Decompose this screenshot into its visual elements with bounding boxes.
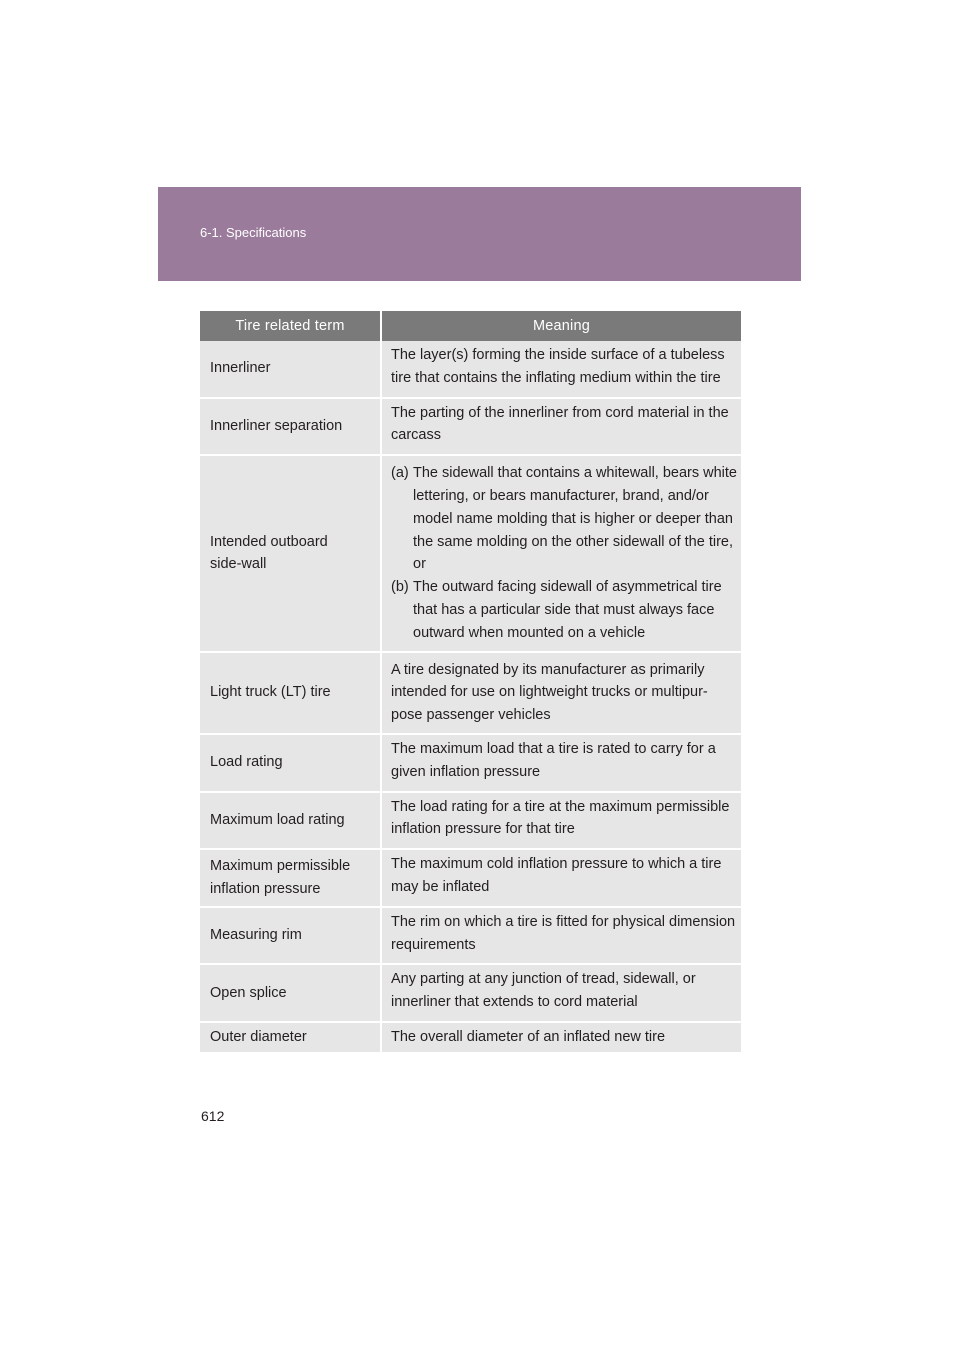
table-header-row [200,311,741,341]
term-cell: Measuring rim [200,908,382,966]
meaning-cell: A tire designated by its manufacturer as primarily intended for use on lightweight trucks or multipur-pose passenger vehicles [382,653,741,735]
meaning-cell [382,456,741,652]
term-cell: Innerliner [200,341,382,399]
meaning-cell: Any parting at any junction of tread, sidewall, or innerliner that extends to cord material [382,965,741,1023]
meaning-cell: The parting of the innerliner from cord material in the carcass [382,399,741,457]
meaning-cell: The layer(s) forming the inside surface of a tubeless tire that contains the inflating medium within the tire [382,341,741,399]
list-marker: (a) [391,465,409,482]
section-header-band [158,187,801,281]
term-cell: Light truck (LT) tire [200,653,382,735]
meaning-cell: The maximum load that a tire is rated to carry for a given inflation pressure [382,735,741,793]
table-row [200,850,741,908]
term-cell [200,850,382,908]
tire-terms-table [200,311,741,1054]
table-row [200,456,741,652]
list-item [391,576,737,644]
term-cell: Open splice [200,965,382,1023]
meaning-cell: The rim on which a tire is fitted for physical dimension requirements [382,908,741,966]
column-header-meaning: Meaning [382,311,741,341]
list-text: The outward facing sidewall of asymmetrical tire that has a particular side that must always face outward when mounted on a vehicle [413,579,722,641]
term-cell: Innerliner separation [200,399,382,457]
table-row [200,735,741,793]
table-row [200,965,741,1023]
table-row [200,1023,741,1054]
column-header-term: Tire related term [200,311,382,341]
list-text: The sidewall that contains a whitewall, bears white lettering, or bears manufacturer, brand, and/or model name molding that is higher or deeper than the same molding on the other sidewall of the tire, or [413,465,737,573]
section-title: 6-1. Specifications [200,225,307,240]
table-row [200,653,741,735]
term-cell: Maximum load rating [200,793,382,851]
table-row [200,341,741,399]
list-marker: (b) [391,579,409,596]
term-cell [200,456,382,652]
meaning-cell: The load rating for a tire at the maximum permissible inflation pressure for that tire [382,793,741,851]
list-item [391,462,737,576]
term-text: Intended outboard side-wall [210,533,328,573]
table-row [200,793,741,851]
term-text: Maximum permissible inflation pressure [210,858,351,897]
meaning-cell: The maximum cold inflation pressure to which a tire may be inflated [382,850,741,908]
term-cell: Load rating [200,735,382,793]
meaning-cell: The overall diameter of an inflated new tire [382,1023,741,1054]
term-cell: Outer diameter [200,1023,382,1054]
page-number: 612 [201,1108,225,1124]
table-row [200,908,741,966]
table-row [200,399,741,457]
